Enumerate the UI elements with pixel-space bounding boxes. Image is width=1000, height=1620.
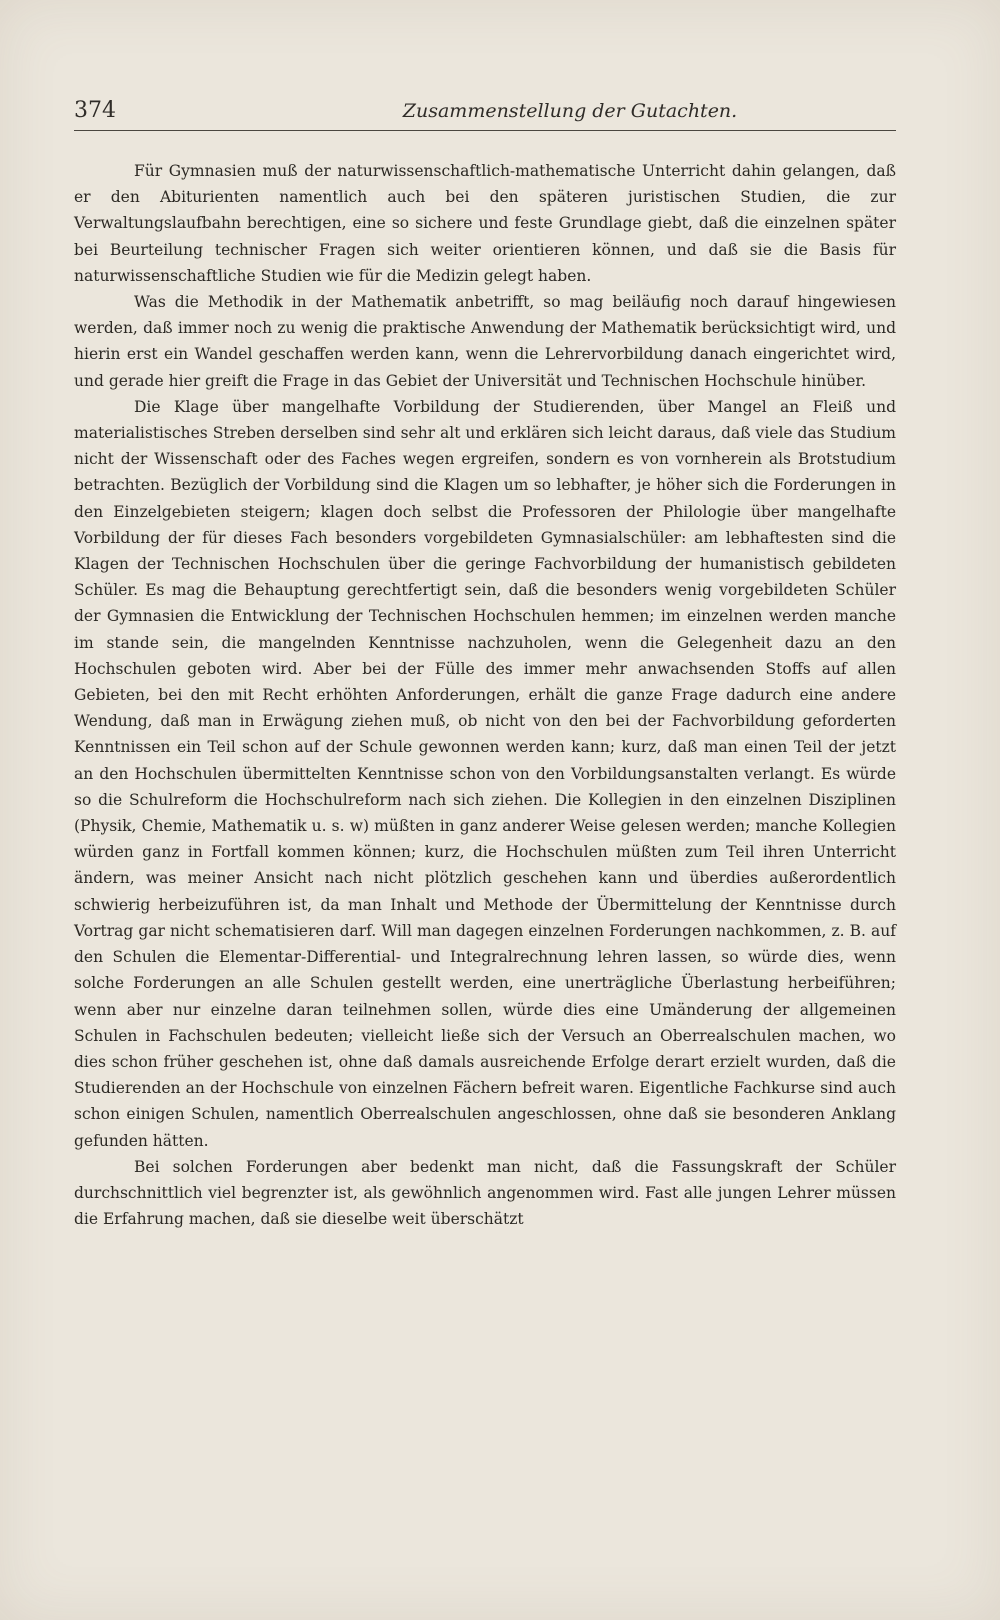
paragraph: Die Klage über mangelhafte Vorbildung der Studierenden, über Mangel an Fleiß und materialistisches Streben derselben sind sehr alt und erklären sich leicht daraus, daß viele das Studium nicht der Wissenschaft oder des Faches wegen ergreifen, sondern es von vornherein als Brotstudium betrachten. Bezüglich der Vorbildung sind die Klagen um so lebhafter, je höher sich die Forderungen in den Einzelgebieten steigern; klagen doch selbst die Professoren der Philologie über mangelhafte Vorbildung der für dieses Fach besonders vorgebildeten Gymnasialschüler: am lebhaftesten sind die Klagen der Technischen Hochschulen über die geringe Fachvorbildung der humanistisch gebildeten Schüler. Es mag die Behauptung gerechtfertigt sein, daß die besonders wenig vorgebildeten Schüler der Gymnasien die Entwicklung der Technischen Hochschulen hemmen; im einzelnen werden manche im stande sein, die mangelnden Kenntnisse nachzuholen, wenn die Gelegenheit dazu an den Hochschulen geboten wird. Aber bei der Fülle des immer mehr anwachsenden Stoffs auf allen Gebieten, bei den mit Recht erhöhten Anforderungen, erhält die ganze Frage dadurch eine andere Wendung, daß man in Erwägung ziehen muß, ob nicht von den bei der Fachvorbildung geforderten Kenntnissen ein Teil schon auf der Schule gewonnen werden kann; kurz, daß man einen Teil der jetzt an den Hochschulen übermittelten Kenntnisse schon von den Vorbildungsanstalten verlangt. Es würde so die Schulreform die Hochschulreform nach sich ziehen. Die Kollegien in den einzelnen Disziplinen (Physik, Chemie, Mathematik u. s. w) müßten in ganz anderer Weise gelesen werden; manche Kollegien würden ganz in Fortfall kommen können; kurz, die Hochschulen müßten zum Teil ihren Unterricht ändern, was meiner Ansicht nach nicht plötzlich geschehen kann und überdies außerordentlich schwierig herbeizuführen ist, da man Inhalt und Methode der Übermittelung der Kenntnisse durch Vortrag gar nicht schematisieren darf. Will man dagegen einzelnen Forderungen nachkommen, z. B. auf den Schulen die Elementar-Differential- und Integralrechnung lehren lassen, so würde dies, wenn solche Forderungen an alle Schulen gestellt werden, eine unerträgliche Überlastung herbeiführen; wenn aber nur einzelne daran teilnehmen sollen, würde dies eine Umänderung der allgemeinen Schulen in Fachschulen bedeuten; vielleicht ließe sich der Versuch an Oberrealschulen machen, wo dies schon früher geschehen ist, ohne daß damals ausreichende Erfolge derart erzielt wurden, daß die Studierenden an der Hochschule von einzelnen Fächern befreit waren. Eigentliche Fachkurse sind auch schon einigen Schulen, namentlich Oberrealschulen angeschlossen, ohne daß sie besonderen Anklang gefunden hätten. [74,397,896,1150]
running-head [74,96,896,131]
page-number: 374 [74,98,116,123]
paragraph: Für Gymnasien muß der naturwissenschaftlich-mathematische Unterricht dahin gelangen, daß er den Abiturienten namentlich auch bei den späteren juristischen Studien, die zur Verwaltungslaufbahn berechtigen, eine so sichere und feste Grundlage giebt, daß die einzelnen später bei Beurteilung technischer Fragen sich weiter orientieren können, und daß sie die Basis für naturwissenschaftliche Studien wie für die Medizin gelegt haben. [74,162,896,285]
running-title: Zusammenstellung der Gutachten. [402,100,738,122]
body-text [74,158,896,1232]
paragraph: Bei solchen Forderungen aber bedenkt man nicht, daß die Fassungskraft der Schüler durchschnittlich viel begrenzter ist, als gewöhnlich angenommen wird. Fast alle jungen Lehrer müssen die Erfahrung machen, daß sie dieselbe weit überschätzt [74,1157,896,1229]
paragraph: Was die Methodik in der Mathematik anbetrifft, so mag beiläufig noch darauf hingewiesen werden, daß immer noch zu wenig die praktische Anwendung der Mathematik berücksichtigt wird, und hierin erst ein Wandel geschaffen werden kann, wenn die Lehrervorbildung danach eingerichtet wird, und gerade hier greift die Frage in das Gebiet der Universität und Technischen Hochschule hinüber. [74,293,896,390]
